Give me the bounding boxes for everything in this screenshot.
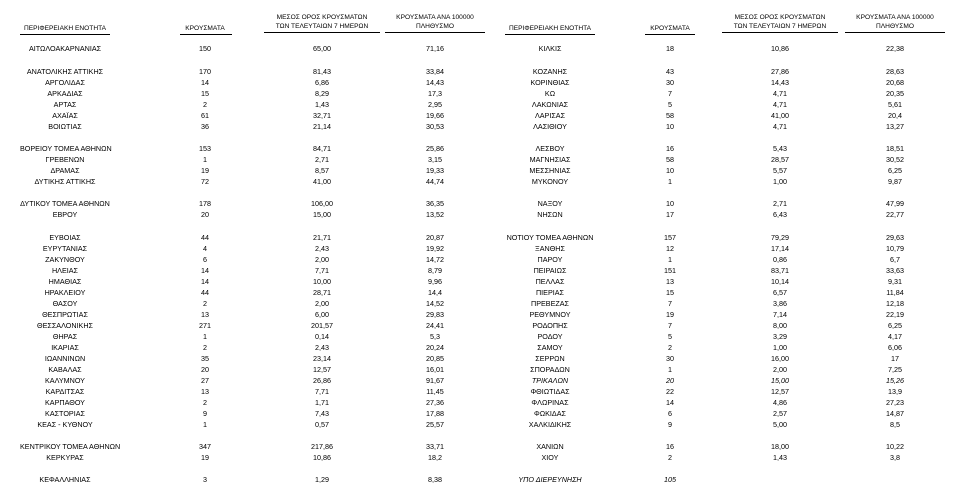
left-row-region-name: ΒΟΙΩΤΙΑΣ — [48, 122, 82, 131]
left-row-seven-day-average-value: 217,86 — [311, 442, 333, 451]
right-row-cases-value: 157 — [664, 233, 676, 242]
right-row-region-name: ΣΕΡΡΩΝ — [535, 354, 565, 363]
left-row-cases-value: 347 — [199, 442, 211, 451]
right-row-seven-day-average-value: 5,00 — [773, 420, 787, 429]
left-row-cases-value: 3 — [203, 475, 207, 484]
right-row-cases-value: 10 — [666, 122, 674, 131]
right-row-per-100k-value: 30,52 — [886, 155, 904, 164]
right-row-per-100k-value: 20,4 — [888, 111, 902, 120]
right-row-cases-value: 1 — [668, 255, 672, 264]
right-row-cases-value: 6 — [668, 409, 672, 418]
left-row-region-name: ΚΑΣΤΟΡΙΑΣ — [45, 409, 85, 418]
right-row-per-100k-value: 27,23 — [886, 398, 904, 407]
left-row-cases-value: 19 — [201, 166, 209, 175]
right-row-seven-day-average-value: 27,86 — [771, 67, 789, 76]
left-row-per-100k-value: 19,92 — [426, 244, 444, 253]
right-row-region-name: ΚΙΛΚΙΣ — [538, 44, 562, 53]
left-row-seven-day-average-value: 2,43 — [315, 244, 329, 253]
left-row-region-name: ΚΕΑΣ - ΚΥΘΝΟΥ — [37, 420, 93, 429]
right-row-cases-value: 17 — [666, 210, 674, 219]
right-row-region-name: ΜΕΣΣΗΝΙΑΣ — [529, 166, 571, 175]
left-row-cases-value: 19 — [201, 453, 209, 462]
left-row-region-name: ΙΩΑΝΝΙΝΩΝ — [44, 354, 86, 363]
right-row-cases-value: 9 — [668, 420, 672, 429]
right-row-region-name: ΠΑΡΟΥ — [537, 255, 563, 264]
right-row-region-name: ΝΟΤΙΟΥ ΤΟΜΕΑ ΑΘΗΝΩΝ — [506, 233, 594, 242]
right-row-per-100k-value: 33,63 — [886, 266, 904, 275]
left-row-cases-value: 14 — [201, 78, 209, 87]
left-row-per-100k-value: 14,52 — [426, 299, 444, 308]
left-row-region-name: ΗΜΑΘΙΑΣ — [48, 277, 82, 286]
left-row-seven-day-average-value: 201,57 — [311, 321, 333, 330]
left-row-region-name: ΚΑΡΠΑΘΟΥ — [45, 398, 85, 407]
left-row-seven-day-average-value: 10,00 — [313, 277, 331, 286]
left-row-region-name: ΘΕΣΠΡΩΤΙΑΣ — [42, 310, 88, 319]
right-row-cases-value: 43 — [666, 67, 674, 76]
right-row-cases-value: 13 — [666, 277, 674, 286]
right-row-region-name: ΧΑΝΙΩΝ — [536, 442, 564, 451]
left-row-per-100k-value: 14,4 — [428, 288, 442, 297]
left-row-seven-day-average-value: 106,00 — [311, 199, 333, 208]
right-row-cases-value: 2 — [668, 453, 672, 462]
left-row-cases-value: 44 — [201, 233, 209, 242]
header-underline — [845, 32, 945, 33]
right-row-region-name: ΠΡΕΒΕΖΑΣ — [531, 299, 569, 308]
left-row-seven-day-average-value: 15,00 — [313, 210, 331, 219]
right-row-seven-day-average-value: 12,57 — [771, 387, 789, 396]
right-row-per-100k-value: 20,68 — [886, 78, 904, 87]
right-row-seven-day-average-value: 15,00 — [771, 376, 789, 385]
right-header-avg-line2: ΤΩΝ ΤΕΛΕΥΤΑΙΩΝ 7 ΗΜΕΡΩΝ — [733, 23, 827, 30]
left-row-per-100k-value: 19,33 — [426, 166, 444, 175]
left-row-region-name: ΑΙΤΩΛΟΑΚΑΡΝΑΝΙΑΣ — [28, 44, 102, 53]
right-row-per-100k-value: 18,51 — [886, 144, 904, 153]
left-row-cases-value: 1 — [203, 155, 207, 164]
left-row-seven-day-average-value: 21,14 — [313, 122, 331, 131]
right-row-per-100k-value: 11,84 — [886, 288, 904, 297]
right-row-per-100k-value: 10,79 — [886, 244, 904, 253]
left-row-seven-day-average-value: 8,29 — [315, 89, 329, 98]
right-row-region-name: ΤΡΙΚΑΛΩΝ — [531, 376, 569, 385]
right-row-seven-day-average-value: 83,71 — [771, 266, 789, 275]
left-row-region-name: ΑΝΑΤΟΛΙΚΗΣ ΑΤΤΙΚΗΣ — [26, 67, 104, 76]
right-row-seven-day-average-value: 3,86 — [773, 299, 787, 308]
right-row-region-name: ΞΑΝΘΗΣ — [535, 244, 565, 253]
left-row-seven-day-average-value: 2,43 — [315, 343, 329, 352]
right-row-seven-day-average-value: 79,29 — [771, 233, 789, 242]
left-row-region-name: ΑΡΤΑΣ — [53, 100, 77, 109]
left-row-cases-value: 27 — [201, 376, 209, 385]
left-row-per-100k-value: 24,41 — [426, 321, 444, 330]
left-row-region-name: ΗΡΑΚΛΕΙΟΥ — [44, 288, 86, 297]
left-row-cases-value: 2 — [203, 398, 207, 407]
left-row-seven-day-average-value: 6,86 — [315, 78, 329, 87]
right-row-region-name: ΜΑΓΝΗΣΙΑΣ — [529, 155, 571, 164]
left-row-seven-day-average-value: 84,71 — [313, 144, 331, 153]
left-row-cases-value: 20 — [201, 365, 209, 374]
left-row-seven-day-average-value: 1,29 — [315, 475, 329, 484]
left-header-cases: ΚΡΟΥΣΜΑΤΑ — [185, 25, 225, 32]
left-row-per-100k-value: 25,57 — [426, 420, 444, 429]
right-row-per-100k-value: 22,77 — [886, 210, 904, 219]
right-row-cases-value: 7 — [668, 299, 672, 308]
left-row-per-100k-value: 3,15 — [428, 155, 442, 164]
right-row-per-100k-value: 6,25 — [888, 166, 902, 175]
left-row-region-name: ΕΒΡΟΥ — [52, 210, 78, 219]
right-row-region-name: ΜΥΚΟΝΟΥ — [531, 177, 569, 186]
right-row-seven-day-average-value: 4,86 — [773, 398, 787, 407]
left-row-per-100k-value: 19,66 — [426, 111, 444, 120]
right-row-per-100k-value: 17 — [891, 354, 899, 363]
right-row-seven-day-average-value: 17,14 — [771, 244, 789, 253]
right-row-per-100k-value: 12,18 — [886, 299, 904, 308]
left-row-cases-value: 35 — [201, 354, 209, 363]
left-row-seven-day-average-value: 0,14 — [315, 332, 329, 341]
right-row-cases-value: 1 — [668, 365, 672, 374]
left-row-per-100k-value: 11,45 — [426, 387, 444, 396]
right-row-region-name: ΝΗΣΩΝ — [537, 210, 563, 219]
right-header-per100k-line1: ΚΡΟΥΣΜΑΤΑ ΑΝΑ 100000 — [856, 14, 934, 21]
left-row-seven-day-average-value: 0,57 — [315, 420, 329, 429]
left-row-seven-day-average-value: 21,71 — [313, 233, 331, 242]
left-row-seven-day-average-value: 6,00 — [315, 310, 329, 319]
right-row-region-name: ΛΑΚΩΝΙΑΣ — [531, 100, 569, 109]
right-row-cases-value: 5 — [668, 332, 672, 341]
right-row-cases-value: 58 — [666, 111, 674, 120]
left-row-region-name: ΔΥΤΙΚΗΣ ΑΤΤΙΚΗΣ — [34, 177, 96, 186]
right-row-per-100k-value: 28,63 — [886, 67, 904, 76]
right-row-region-name: ΦΩΚΙΔΑΣ — [534, 409, 566, 418]
right-row-region-name: ΠΕΙΡΑΙΩΣ — [533, 266, 567, 275]
left-row-cases-value: 13 — [201, 387, 209, 396]
right-row-region-name: ΣΑΜΟΥ — [537, 343, 563, 352]
right-row-region-name: ΧΙΟΥ — [541, 453, 559, 462]
right-row-region-name: ΝΑΞΟΥ — [537, 199, 563, 208]
left-row-per-100k-value: 13,52 — [426, 210, 444, 219]
left-row-seven-day-average-value: 12,57 — [313, 365, 331, 374]
right-row-cases-value: 30 — [666, 78, 674, 87]
right-row-seven-day-average-value: 6,43 — [773, 210, 787, 219]
left-row-per-100k-value: 27,36 — [426, 398, 444, 407]
left-row-per-100k-value: 36,35 — [426, 199, 444, 208]
right-row-seven-day-average-value: 10,86 — [771, 44, 789, 53]
right-row-per-100k-value: 13,27 — [886, 122, 904, 131]
right-row-per-100k-value: 22,19 — [886, 310, 904, 319]
right-row-seven-day-average-value: 2,57 — [773, 409, 787, 418]
left-row-seven-day-average-value: 32,71 — [313, 111, 331, 120]
right-row-seven-day-average-value: 14,43 — [771, 78, 789, 87]
left-row-seven-day-average-value: 10,86 — [313, 453, 331, 462]
right-row-cases-value: 20 — [666, 376, 674, 385]
left-row-per-100k-value: 29,83 — [426, 310, 444, 319]
left-row-region-name: ΚΕΦΑΛΛΗΝΙΑΣ — [39, 475, 91, 484]
left-header-avg-line1: ΜΕΣΟΣ ΟΡΟΣ ΚΡΟΥΣΜΑΤΩΝ — [276, 14, 368, 21]
right-row-cases-value: 10 — [666, 199, 674, 208]
left-row-per-100k-value: 71,16 — [426, 44, 444, 53]
left-row-per-100k-value: 25,86 — [426, 144, 444, 153]
left-row-cases-value: 36 — [201, 122, 209, 131]
right-row-cases-value: 22 — [666, 387, 674, 396]
left-row-cases-value: 150 — [199, 44, 211, 53]
left-row-seven-day-average-value: 1,71 — [315, 398, 329, 407]
right-row-seven-day-average-value: 41,00 — [771, 111, 789, 120]
left-header-per100k-line2: ΠΛΗΘΥΣΜΟ — [416, 23, 454, 30]
right-row-cases-value: 105 — [664, 475, 676, 484]
right-row-cases-value: 19 — [666, 310, 674, 319]
left-row-cases-value: 14 — [201, 277, 209, 286]
right-row-region-name: ΦΘΙΩΤΙΔΑΣ — [530, 387, 570, 396]
left-row-per-100k-value: 20,87 — [426, 233, 444, 242]
left-row-region-name: ΚΑΒΑΛΑΣ — [48, 365, 82, 374]
left-row-region-name: ΘΗΡΑΣ — [52, 332, 78, 341]
left-row-region-name: ΘΕΣΣΑΛΟΝΙΚΗΣ — [37, 321, 93, 330]
left-row-cases-value: 271 — [199, 321, 211, 330]
left-row-seven-day-average-value: 7,71 — [315, 266, 329, 275]
left-row-per-100k-value: 16,01 — [426, 365, 444, 374]
left-row-per-100k-value: 17,88 — [426, 409, 444, 418]
left-row-region-name: ΓΡΕΒΕΝΩΝ — [45, 155, 85, 164]
right-row-region-name: ΛΑΣΙΘΙΟΥ — [533, 122, 567, 131]
left-row-seven-day-average-value: 2,00 — [315, 299, 329, 308]
right-header-avg-line1: ΜΕΣΟΣ ΟΡΟΣ ΚΡΟΥΣΜΑΤΩΝ — [734, 14, 826, 21]
right-row-seven-day-average-value: 1,00 — [773, 177, 787, 186]
left-row-per-100k-value: 2,95 — [428, 100, 442, 109]
left-row-seven-day-average-value: 2,00 — [315, 255, 329, 264]
left-row-per-100k-value: 91,67 — [426, 376, 444, 385]
left-row-per-100k-value: 44,74 — [426, 177, 444, 186]
right-row-region-name: ΡΟΔΟΥ — [537, 332, 563, 341]
left-row-cases-value: 170 — [199, 67, 211, 76]
left-row-seven-day-average-value: 1,43 — [315, 100, 329, 109]
right-row-cases-value: 7 — [668, 321, 672, 330]
left-row-per-100k-value: 17,3 — [428, 89, 442, 98]
right-row-seven-day-average-value: 10,14 — [771, 277, 789, 286]
left-header-avg-line2: ΤΩΝ ΤΕΛΕΥΤΑΙΩΝ 7 ΗΜΕΡΩΝ — [275, 23, 369, 30]
right-row-per-100k-value: 9,87 — [888, 177, 902, 186]
right-row-per-100k-value: 22,38 — [886, 44, 904, 53]
right-row-seven-day-average-value: 5,43 — [773, 144, 787, 153]
header-underline — [20, 34, 110, 35]
right-row-per-100k-value: 6,7 — [890, 255, 900, 264]
right-row-per-100k-value: 8,5 — [890, 420, 900, 429]
left-row-per-100k-value: 30,53 — [426, 122, 444, 131]
left-row-region-name: ΚΑΡΔΙΤΣΑΣ — [45, 387, 85, 396]
right-row-seven-day-average-value: 8,00 — [773, 321, 787, 330]
header-underline — [505, 34, 595, 35]
left-row-seven-day-average-value: 7,43 — [315, 409, 329, 418]
right-row-per-100k-value: 4,17 — [888, 332, 902, 341]
left-row-seven-day-average-value: 81,43 — [313, 67, 331, 76]
right-row-seven-day-average-value: 3,29 — [773, 332, 787, 341]
left-row-cases-value: 1 — [203, 420, 207, 429]
right-row-per-100k-value: 9,31 — [888, 277, 902, 286]
right-header-region: ΠΕΡΙΦΕΡΕΙΑΚΗ ΕΝΟΤΗΤΑ — [508, 25, 592, 32]
right-row-cases-value: 5 — [668, 100, 672, 109]
left-row-region-name: ΒΟΡΕΙΟΥ ΤΟΜΕΑ ΑΘΗΝΩΝ — [20, 144, 112, 153]
right-row-cases-value: 2 — [668, 343, 672, 352]
left-row-cases-value: 61 — [201, 111, 209, 120]
header-underline — [180, 34, 232, 35]
right-row-cases-value: 12 — [666, 244, 674, 253]
left-row-region-name: ΑΧΑΪΑΣ — [52, 111, 78, 120]
right-row-cases-value: 15 — [666, 288, 674, 297]
left-row-region-name: ΗΛΕΙΑΣ — [51, 266, 79, 275]
right-row-per-100k-value: 6,06 — [888, 343, 902, 352]
right-row-cases-value: 58 — [666, 155, 674, 164]
right-row-cases-value: 1 — [668, 177, 672, 186]
left-row-region-name: ΑΡΚΑΔΙΑΣ — [47, 89, 83, 98]
left-row-region-name: ΘΑΣΟΥ — [52, 299, 78, 308]
right-row-region-name: ΥΠΟ ΔΙΕΡΕΥΝΗΣΗ — [518, 475, 582, 484]
right-row-seven-day-average-value: 4,71 — [773, 100, 787, 109]
left-header-region: ΠΕΡΙΦΕΡΕΙΑΚΗ ΕΝΟΤΗΤΑ — [23, 25, 107, 32]
right-row-seven-day-average-value: 28,57 — [771, 155, 789, 164]
right-header-per100k-line2: ΠΛΗΘΥΣΜΟ — [876, 23, 914, 30]
left-row-per-100k-value: 8,79 — [428, 266, 442, 275]
left-row-per-100k-value: 8,38 — [428, 475, 442, 484]
right-row-region-name: ΠΙΕΡΙΑΣ — [535, 288, 564, 297]
right-row-per-100k-value: 10,22 — [886, 442, 904, 451]
right-row-cases-value: 16 — [666, 442, 674, 451]
left-row-per-100k-value: 18,2 — [428, 453, 442, 462]
right-row-region-name: ΚΩ — [544, 89, 556, 98]
right-row-seven-day-average-value: 1,43 — [773, 453, 787, 462]
right-row-region-name: ΛΑΡΙΣΑΣ — [534, 111, 566, 120]
left-row-cases-value: 1 — [203, 332, 207, 341]
left-row-region-name: ΑΡΓΟΛΙΔΑΣ — [45, 78, 85, 87]
left-row-cases-value: 13 — [201, 310, 209, 319]
left-row-cases-value: 153 — [199, 144, 211, 153]
right-row-cases-value: 16 — [666, 144, 674, 153]
left-row-per-100k-value: 9,96 — [428, 277, 442, 286]
left-row-region-name: ΖΑΚΥΝΘΟΥ — [45, 255, 85, 264]
right-row-cases-value: 30 — [666, 354, 674, 363]
right-row-cases-value: 18 — [666, 44, 674, 53]
right-row-seven-day-average-value: 7,14 — [773, 310, 787, 319]
right-header-cases: ΚΡΟΥΣΜΑΤΑ — [650, 25, 690, 32]
left-row-per-100k-value: 20,24 — [426, 343, 444, 352]
right-row-per-100k-value: 47,99 — [886, 199, 904, 208]
left-row-region-name: ΚΕΝΤΡΙΚΟΥ ΤΟΜΕΑ ΑΘΗΝΩΝ — [20, 442, 121, 451]
left-row-region-name: ΔΥΤΙΚΟΥ ΤΟΜΕΑ ΑΘΗΝΩΝ — [20, 199, 110, 208]
right-row-seven-day-average-value: 16,00 — [771, 354, 789, 363]
right-row-per-100k-value: 3,8 — [890, 453, 900, 462]
left-row-seven-day-average-value: 28,71 — [313, 288, 331, 297]
header-underline — [722, 32, 838, 33]
left-row-per-100k-value: 33,84 — [426, 67, 444, 76]
left-row-cases-value: 72 — [201, 177, 209, 186]
left-row-seven-day-average-value: 65,00 — [313, 44, 331, 53]
left-row-cases-value: 4 — [203, 244, 207, 253]
right-row-seven-day-average-value: 2,71 — [773, 199, 787, 208]
left-row-cases-value: 14 — [201, 266, 209, 275]
right-row-region-name: ΛΕΣΒΟΥ — [535, 144, 565, 153]
left-row-per-100k-value: 14,72 — [426, 255, 444, 264]
right-row-per-100k-value: 15,26 — [886, 376, 904, 385]
right-row-seven-day-average-value: 0,86 — [773, 255, 787, 264]
right-row-seven-day-average-value: 5,57 — [773, 166, 787, 175]
right-row-region-name: ΧΑΛΚΙΔΙΚΗΣ — [528, 420, 572, 429]
right-row-region-name: ΣΠΟΡΑΔΩΝ — [530, 365, 570, 374]
left-row-region-name: ΚΕΡΚΥΡΑΣ — [46, 453, 84, 462]
left-row-seven-day-average-value: 2,71 — [315, 155, 329, 164]
left-row-per-100k-value: 5,3 — [430, 332, 440, 341]
right-row-seven-day-average-value: 6,57 — [773, 288, 787, 297]
left-row-per-100k-value: 14,43 — [426, 78, 444, 87]
left-row-region-name: ΚΑΛΥΜΝΟΥ — [45, 376, 85, 385]
left-row-cases-value: 178 — [199, 199, 211, 208]
left-row-seven-day-average-value: 41,00 — [313, 177, 331, 186]
left-row-per-100k-value: 33,71 — [426, 442, 444, 451]
left-row-region-name: ΙΚΑΡΙΑΣ — [51, 343, 79, 352]
left-row-region-name: ΕΥΒΟΙΑΣ — [49, 233, 81, 242]
right-row-per-100k-value: 7,25 — [888, 365, 902, 374]
left-row-seven-day-average-value: 26,86 — [313, 376, 331, 385]
header-underline — [645, 34, 695, 35]
right-row-region-name: ΦΛΩΡΙΝΑΣ — [531, 398, 569, 407]
right-row-cases-value: 7 — [668, 89, 672, 98]
left-row-cases-value: 2 — [203, 100, 207, 109]
left-row-region-name: ΕΥΡΥΤΑΝΙΑΣ — [42, 244, 88, 253]
right-row-seven-day-average-value: 18,00 — [771, 442, 789, 451]
right-row-cases-value: 14 — [666, 398, 674, 407]
right-row-seven-day-average-value: 4,71 — [773, 122, 787, 131]
right-row-per-100k-value: 6,25 — [888, 321, 902, 330]
right-row-seven-day-average-value: 1,00 — [773, 343, 787, 352]
right-row-seven-day-average-value: 2,00 — [773, 365, 787, 374]
left-header-per100k-line1: ΚΡΟΥΣΜΑΤΑ ΑΝΑ 100000 — [396, 14, 474, 21]
right-row-per-100k-value: 5,61 — [888, 100, 902, 109]
left-row-cases-value: 44 — [201, 288, 209, 297]
right-row-per-100k-value: 13,9 — [888, 387, 902, 396]
left-row-per-100k-value: 20,85 — [426, 354, 444, 363]
header-underline — [385, 32, 485, 33]
right-row-region-name: ΠΕΛΛΑΣ — [535, 277, 565, 286]
right-row-cases-value: 151 — [664, 266, 676, 275]
right-row-per-100k-value: 14,87 — [886, 409, 904, 418]
header-underline — [264, 32, 380, 33]
left-row-cases-value: 6 — [203, 255, 207, 264]
left-row-cases-value: 20 — [201, 210, 209, 219]
right-row-cases-value: 10 — [666, 166, 674, 175]
right-row-region-name: ΚΟΡΙΝΘΙΑΣ — [530, 78, 570, 87]
left-row-cases-value: 15 — [201, 89, 209, 98]
right-row-per-100k-value: 20,35 — [886, 89, 904, 98]
left-row-cases-value: 2 — [203, 299, 207, 308]
right-row-per-100k-value: 29,63 — [886, 233, 904, 242]
left-row-cases-value: 2 — [203, 343, 207, 352]
left-row-seven-day-average-value: 8,57 — [315, 166, 329, 175]
left-row-region-name: ΔΡΑΜΑΣ — [50, 166, 80, 175]
right-row-seven-day-average-value: 4,71 — [773, 89, 787, 98]
right-row-region-name: ΡΟΔΟΠΗΣ — [532, 321, 568, 330]
left-row-seven-day-average-value: 7,71 — [315, 387, 329, 396]
right-row-region-name: ΡΕΘΥΜΝΟΥ — [529, 310, 571, 319]
left-row-seven-day-average-value: 23,14 — [313, 354, 331, 363]
right-row-region-name: ΚΟΖΑΝΗΣ — [532, 67, 568, 76]
left-row-cases-value: 9 — [203, 409, 207, 418]
